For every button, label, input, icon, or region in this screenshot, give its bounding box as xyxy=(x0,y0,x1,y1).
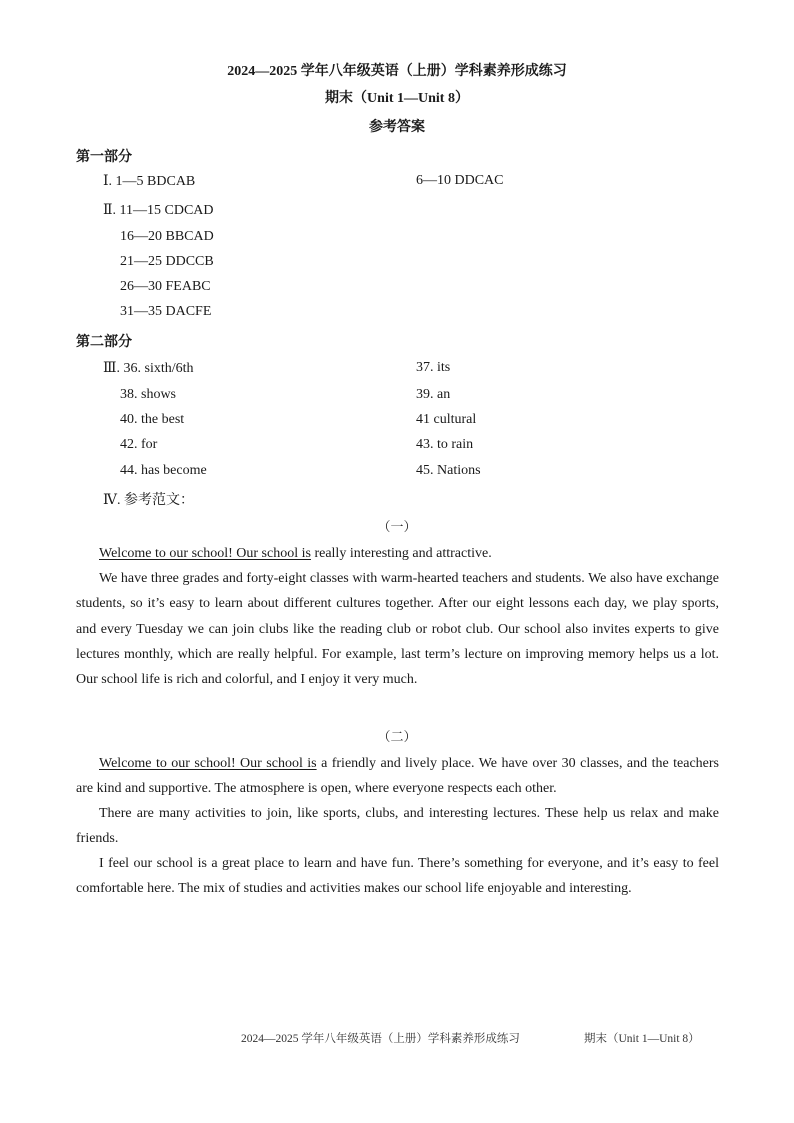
answer-45: 45. Nations xyxy=(416,463,481,478)
answer-44: 44. has become xyxy=(120,463,207,478)
essay2-opening-rest: a friendly and lively place. We have over 30 classes, and the teachers are kind and supportive. The atmosphere is open, where everyone respects each other. xyxy=(76,756,719,797)
essay2-paragraph-2: There are many activities to join, like sports, clubs, and interesting lectures. These help us relax and make friends. xyxy=(76,806,719,847)
answer-43: 43. to rain xyxy=(416,437,474,452)
answer-row-I-left: Ⅰ. 1—5 BDCAB xyxy=(103,174,196,189)
essay2-paragraph-3: I feel our school is a great place to learn and have fun. There’s something for everyone, and it’s easy to feel comfortable here. The mix of studies and activities makes our school life enjoyable and interesting. xyxy=(76,856,719,897)
answer-38: 38. shows xyxy=(120,387,177,402)
answer-40: 40. the best xyxy=(120,412,185,427)
answer-row-II: Ⅱ. 11—15 CDCAD xyxy=(103,203,214,218)
essay1-opening-underlined: Welcome to our school! Our school is xyxy=(99,546,311,561)
answer-36: Ⅲ. 36. sixth/6th xyxy=(103,361,194,376)
answer-39: 39. an xyxy=(416,387,451,402)
answer-41: 41 cultural xyxy=(416,412,477,427)
answer-row-II-2: 16—20 BBCAD xyxy=(120,229,214,244)
page-subtitle: 期末（Unit 1—Unit 8） xyxy=(325,91,469,106)
part2-label: 第二部分 xyxy=(76,335,132,350)
essay2-opening-underlined: Welcome to our school! Our school is xyxy=(99,756,317,771)
essay2-marker: （二） xyxy=(377,729,417,744)
essay1-paragraph-1 xyxy=(76,541,719,566)
essay1-opening-rest: really interesting and attractive. xyxy=(310,546,492,561)
answer-row-I-right: 6—10 DDCAC xyxy=(416,173,504,188)
answer-row-II-5: 31—35 DACFE xyxy=(120,304,212,319)
answer-key-heading: 参考答案 xyxy=(369,120,425,135)
footer-left: 2024—2025 学年八年级英语（上册）学科素养形成练习 xyxy=(241,1033,520,1045)
page-title: 2024—2025 学年八年级英语（上册）学科素养形成练习 xyxy=(227,64,567,79)
answer-37: 37. its xyxy=(416,360,451,375)
part1-label: 第一部分 xyxy=(76,150,132,165)
essay1-marker: （一） xyxy=(377,519,417,534)
essay2-paragraph-1 xyxy=(76,751,719,802)
answer-row-II-3: 21—25 DDCCB xyxy=(120,254,214,269)
answer-row-II-4: 26—30 FEABC xyxy=(120,279,211,294)
footer-right: 期末（Unit 1—Unit 8） xyxy=(584,1033,700,1045)
essay1-paragraph-2: We have three grades and forty-eight classes with warm-hearted teachers and students. We also have exchange students, so it’s easy to learn about different cultures together. After our eight lessons each day, we play sports, and every Tuesday we can join clubs like the reading club or robot club. Our school also invites experts to give lectures monthly, which are really helpful. For example, last term’s lecture on improving memory helps us a lot. Our school life is rich and colorful, and I enjoy it very much. xyxy=(76,571,719,688)
answer-42: 42. for xyxy=(120,437,158,452)
section-iv-label: Ⅳ. 参考范文： xyxy=(103,493,194,508)
